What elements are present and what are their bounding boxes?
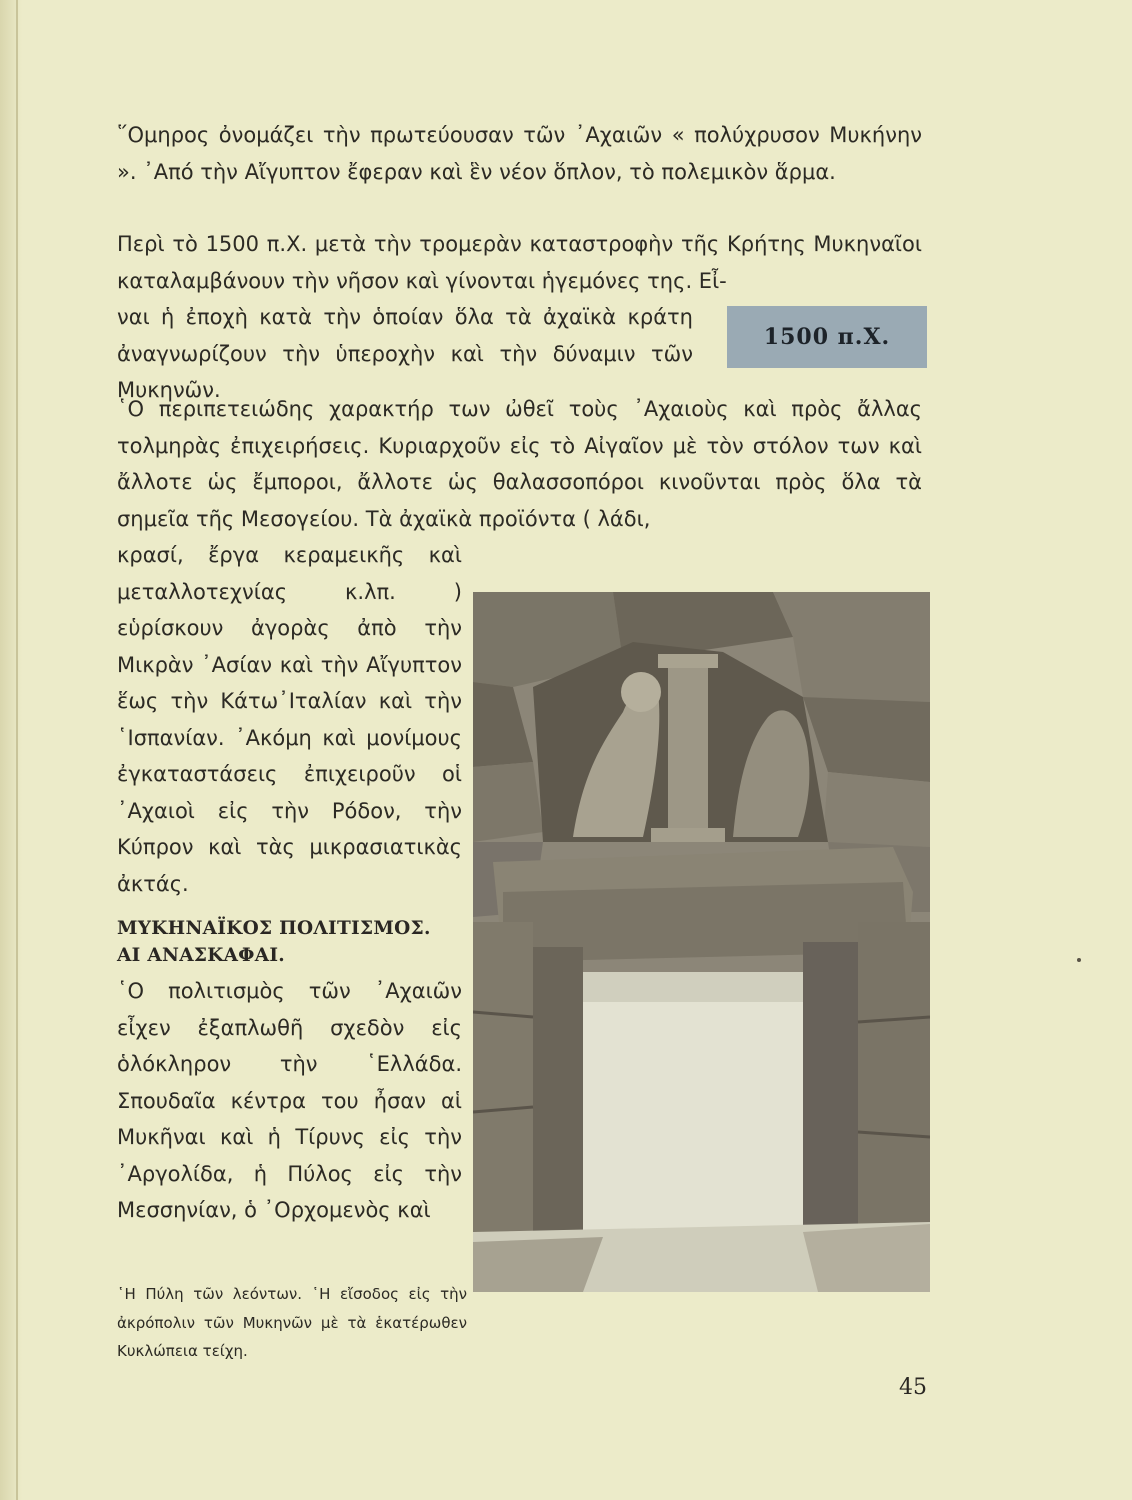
date-sidenote: [727, 306, 927, 368]
paragraph-civilization: ῾Ο πολιτισμὸς τῶν ᾿Αχαιῶν εἶχεν ἐξαπλωθῆ σχεδὸν εἰς ὁλόκληρον τὴν ῾Ελλάδα. Σπουδαῖα κέντρα του ἦσαν αἱ Μυκῆναι καὶ ἡ Τίρυνς εἰς τὴν ᾿Αργολίδα, ἡ Πύλος εἰς τὴν Μεσσηνίαν, ὁ ᾿Ορχομενὸς καὶ: [117, 979, 462, 1222]
paragraph-homer: ῞Ομηρος ὀνομάζει τὴν πρωτεύουσαν τῶν ᾿Αχαιῶν « πολύχρυσον Μυκήνην ». ᾿Από τὴν Αἴγυπτον ἔφεραν καὶ ἓν νέον ὅπλον, τὸ πολεμικὸν ἅρμα.: [117, 123, 922, 184]
binding-line: [16, 0, 18, 1500]
page-number: 45: [899, 1375, 927, 1400]
paragraph-crete-continued: ναι ἡ ἐποχὴ κατὰ τὴν ὁποίαν ὅλα τὰ ἀχαϊκὰ κράτη ἀναγνωρίζουν τὴν ὑπεροχὴν καὶ τὴν δύναμιν τῶν Μυκηνῶν.: [117, 305, 693, 402]
date-sidenote-label: 1500 π.Χ.: [763, 324, 891, 350]
paragraph-trade-continued: κρασί, ἔργα κεραμεικῆς καὶ μεταλλοτεχνίας κ.λπ. ) εὑρίσκουν ἀγορὰς ἀπὸ τὴν Μικρὰν ᾿Ασίαν καὶ τὴν Αἴγυπτον ἕως τὴν Κάτω᾿Ιταλίαν καὶ τὴν ῾Ισπανίαν. ᾿Ακόμη καὶ μονίμους ἐγκαταστάσεις ἐπιχειροῦν οἱ ᾿Αχαιοὶ εἰς τὴν Ρόδον, τὴν Κύπρον καὶ τὰς μικρασιατικὰς ἀκτάς.: [117, 543, 462, 896]
paragraph-crete: Περὶ τὸ 1500 π.Χ. μετὰ τὴν τρομερὰν καταστροφὴν τῆς Κρήτης Μυκηναῖοι καταλαμβάνουν τὴν νῆσον καὶ γίνονται ἡγεμόνες της. Εἶ-: [117, 232, 922, 293]
section-heading: [117, 915, 467, 969]
section-heading-line-2: ΑΙ ΑΝΑΣΚΑΦΑΙ.: [117, 945, 286, 966]
photo-caption: ῾Η Πύλη τῶν λεόντων. ῾Η εἴσοδος εἰς τὴν ἀκρόπολιν τῶν Μυκηνῶν μὲ τὰ ἑκατέρωθεν Κυκλώπεια τείχη.: [117, 1285, 467, 1360]
paragraph-trade: ῾Ο περιπετειώδης χαρακτήρ των ὠθεῖ τοὺς ᾿Αχαιοὺς καὶ πρὸς ἄλλας τολμηρὰς ἐπιχειρήσεις. Κυριαρχοῦν εἰς τὸ Αἰγαῖον μὲ τὸν στόλον των καὶ ἄλλοτε ὡς ἔμποροι, ἄλλοτε ὡς θαλασσοπόροι κινοῦνται πρὸς ὅλα τὰ σημεῖα τῆς Μεσογείου. Τὰ ἀχαϊκὰ προϊόντα ( λάδι,: [117, 397, 922, 531]
print-speck: [1077, 958, 1081, 962]
section-heading-line-1: ΜΥΚΗΝΑΪΚΟΣ ΠΟΛΙΤΙΣΜΟΣ.: [117, 918, 431, 939]
lion-gate-photo: [473, 592, 930, 1292]
page-left-edge: [0, 0, 22, 1500]
lion-gate-illustration: [473, 592, 930, 1292]
